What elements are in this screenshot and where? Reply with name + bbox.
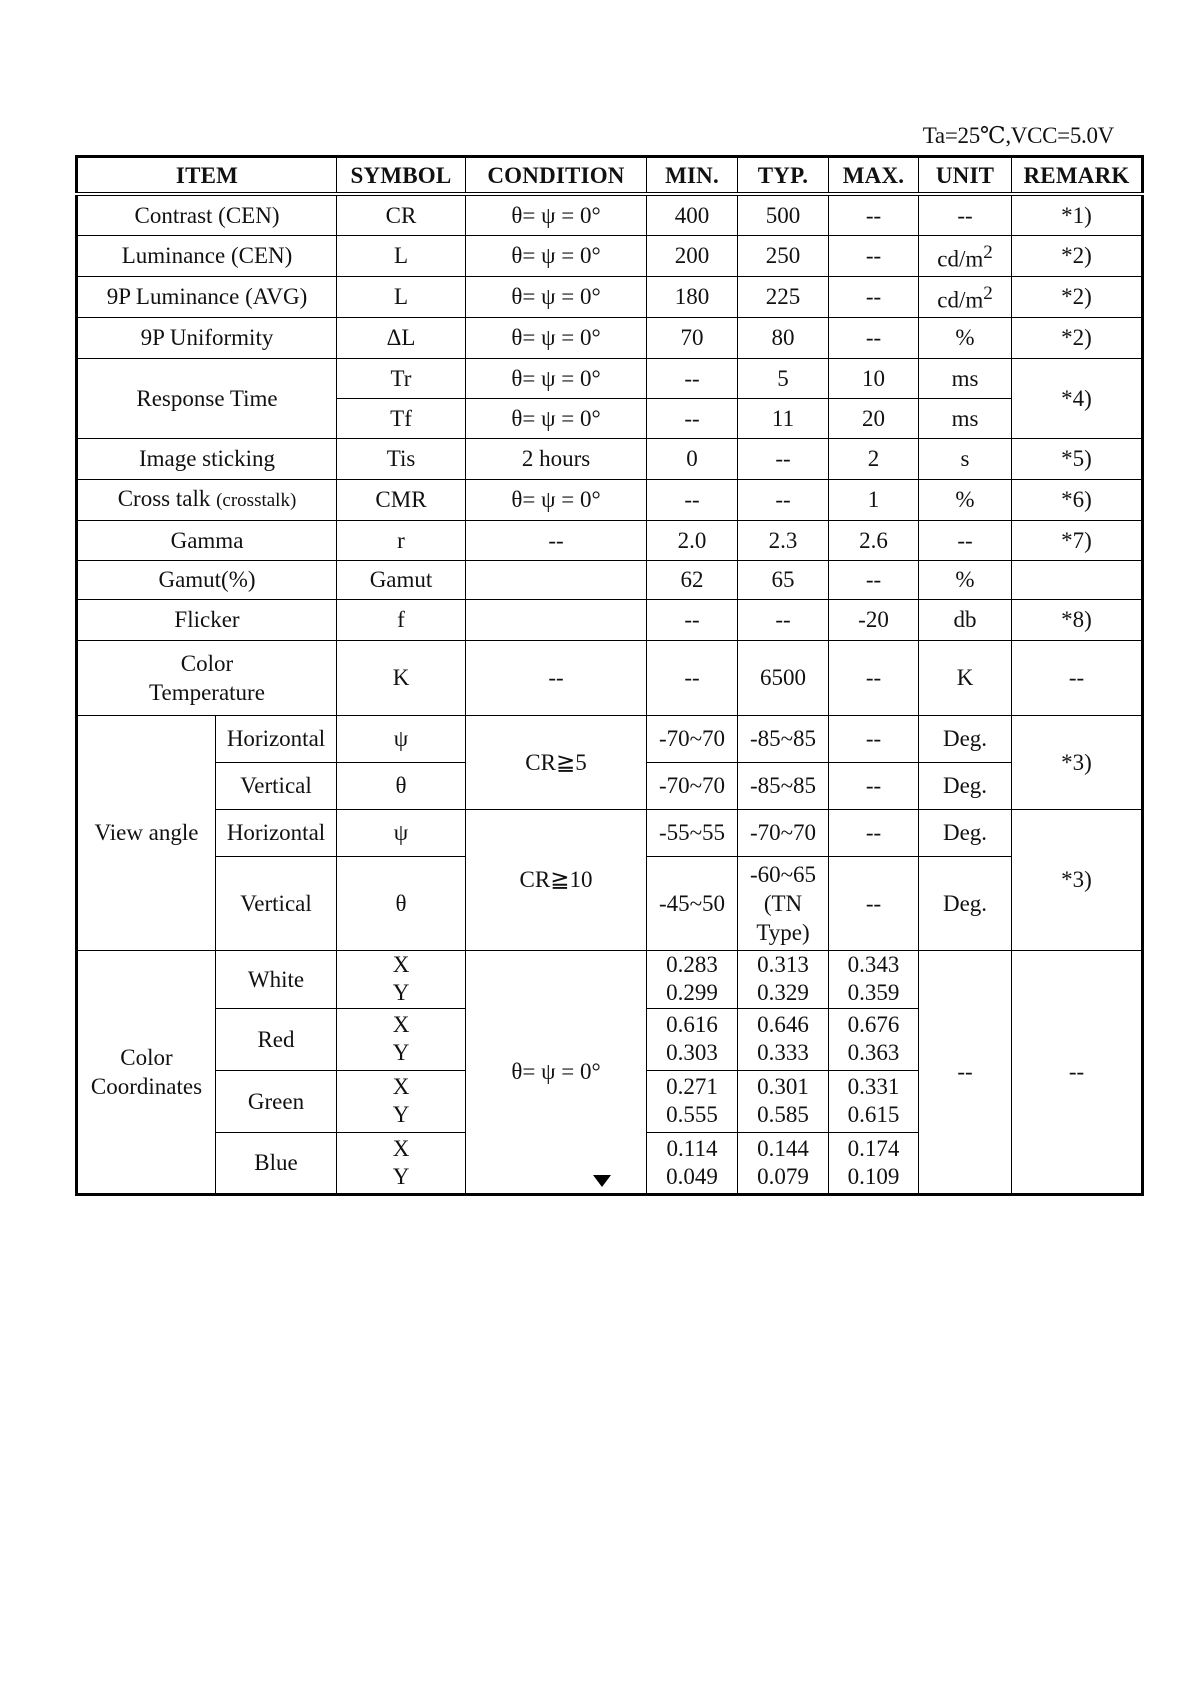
down-arrow-icon (593, 1175, 611, 1187)
remark-cell (1012, 560, 1143, 599)
table-row (77, 358, 1143, 398)
unit-cell: $cd/m^2$ (919, 276, 1012, 317)
max-x: 0.331 (847, 1074, 900, 1099)
typ-cell: 6500 (738, 640, 829, 715)
max-cell: 10 (829, 358, 919, 398)
condition-cell: 2 hours (466, 438, 647, 479)
min-cell (647, 1008, 738, 1070)
item-cell: Response Time (77, 358, 337, 438)
max-x: 0.343 (847, 952, 900, 977)
remark-cell: *7) (1012, 520, 1143, 560)
min-cell: -- (647, 599, 738, 640)
table-row (77, 950, 1143, 1008)
max-x: 0.174 (847, 1135, 900, 1161)
min-cell: -45~50 (647, 856, 738, 950)
min-cell: 200 (647, 235, 738, 276)
min-cell: 400 (647, 194, 738, 235)
condition-cell: θ= ψ = 0° (466, 194, 647, 235)
symbol-cell (337, 1132, 466, 1194)
symbol-cell: ψ (337, 809, 466, 856)
symbol-cell (337, 1008, 466, 1070)
max-cell: -20 (829, 599, 919, 640)
min-cell: 2.0 (647, 520, 738, 560)
min-x: 0.114 (666, 1135, 718, 1161)
item-cell: 9P Uniformity (77, 317, 337, 358)
table-row (77, 235, 1143, 276)
typ-cell: 11 (738, 398, 829, 438)
max-y: 0.109 (847, 1163, 900, 1189)
item-cell: Image sticking (77, 438, 337, 479)
symbol-cell: L (337, 276, 466, 317)
unit-cell: Deg. (919, 762, 1012, 809)
min-cell: -- (647, 358, 738, 398)
header-max: MAX. (829, 157, 919, 195)
table-row (77, 809, 1143, 856)
subitem-cell: Blue (216, 1132, 337, 1194)
remark-cell: *8) (1012, 599, 1143, 640)
max-cell (829, 1008, 919, 1070)
max-cell: -- (829, 809, 919, 856)
typ-y: 0.585 (757, 1102, 809, 1127)
min-cell (647, 1132, 738, 1194)
typ-x: 0.301 (757, 1074, 809, 1099)
unit-cell: $cd/m^2$ (919, 235, 1012, 276)
unit-text: cd/m (937, 246, 984, 272)
condition-cell: θ= ψ = 0° (466, 317, 647, 358)
typ-x: 0.144 (757, 1135, 809, 1161)
typ-cell: 5 (738, 358, 829, 398)
header-item: ITEM (77, 157, 337, 195)
condition-cell: CR≧10 (466, 809, 647, 950)
typ-cell (738, 1070, 829, 1132)
unit-cell: % (919, 479, 1012, 520)
typ-line2: (TN (763, 890, 803, 916)
test-condition-note: Ta=25℃,VCC=5.0V (922, 123, 1114, 148)
unit-cell: db (919, 599, 1012, 640)
item-text-line1: Color (180, 650, 234, 676)
min-x: 0.271 (666, 1074, 718, 1099)
remark-cell: *4) (1012, 358, 1143, 438)
unit-text: cd/m (937, 287, 984, 313)
typ-line3: Type) (756, 919, 810, 945)
min-y: 0.299 (666, 980, 718, 1005)
subitem-cell: Green (216, 1070, 337, 1132)
symbol-cell: r (337, 520, 466, 560)
condition-cell: θ= ψ = 0° (466, 358, 647, 398)
symbol-cell: Tis (337, 438, 466, 479)
item-text-line1: Color (120, 1044, 173, 1070)
symbol-x: X (392, 1074, 410, 1099)
max-cell: -- (829, 560, 919, 599)
header-unit: UNIT (919, 157, 1012, 195)
table-row (77, 560, 1143, 599)
max-cell: 1 (829, 479, 919, 520)
header-symbol: SYMBOL (337, 157, 466, 195)
symbol-y: Y (392, 1163, 410, 1189)
symbol-cell: Gamut (337, 560, 466, 599)
remark-cell: *2) (1012, 235, 1143, 276)
item-note: (crosstalk) (216, 490, 297, 511)
max-cell: -- (829, 317, 919, 358)
unit-cell: Deg. (919, 809, 1012, 856)
symbol-cell: θ (337, 762, 466, 809)
max-cell: -- (829, 762, 919, 809)
header-remark: REMARK (1012, 157, 1143, 195)
symbol-cell: K (337, 640, 466, 715)
unit-cell: -- (919, 950, 1012, 1194)
item-cell: 9P Luminance (AVG) (77, 276, 337, 317)
unit-cell: -- (919, 520, 1012, 560)
max-cell: -- (829, 856, 919, 950)
typ-y: 0.333 (757, 1040, 809, 1065)
remark-cell: -- (1012, 640, 1143, 715)
remark-cell: *5) (1012, 438, 1143, 479)
symbol-x: X (392, 1012, 410, 1037)
symbol-cell: Tf (337, 398, 466, 438)
max-y: 0.359 (847, 980, 900, 1005)
header-condition: CONDITION (466, 157, 647, 195)
min-y: 0.555 (666, 1102, 718, 1127)
typ-cell: 225 (738, 276, 829, 317)
min-x: 0.616 (666, 1012, 718, 1037)
min-x: 0.283 (666, 952, 718, 977)
max-cell: 2 (829, 438, 919, 479)
remark-cell: *2) (1012, 317, 1143, 358)
max-x: 0.676 (847, 1012, 900, 1037)
condition-cell: -- (466, 640, 647, 715)
item-cell (77, 479, 337, 520)
unit-cell: ms (919, 358, 1012, 398)
condition-cell: θ= ψ = 0° (466, 398, 647, 438)
unit-cell: Deg. (919, 856, 1012, 950)
symbol-x: X (392, 1135, 410, 1161)
remark-cell: *3) (1012, 809, 1143, 950)
table-row (77, 640, 1143, 715)
symbol-cell: ψ (337, 715, 466, 762)
item-cell (77, 640, 337, 715)
unit-cell: % (919, 317, 1012, 358)
typ-cell: -70~70 (738, 809, 829, 856)
table-row (77, 520, 1143, 560)
min-y: 0.049 (666, 1163, 718, 1189)
max-cell (829, 950, 919, 1008)
unit-cell: Deg. (919, 715, 1012, 762)
remark-cell: *2) (1012, 276, 1143, 317)
min-cell: 62 (647, 560, 738, 599)
symbol-y: Y (392, 1102, 410, 1127)
table-row (77, 599, 1143, 640)
subitem-cell: Vertical (216, 762, 337, 809)
typ-cell: 80 (738, 317, 829, 358)
max-cell (829, 1070, 919, 1132)
max-cell: 2.6 (829, 520, 919, 560)
symbol-cell (337, 1070, 466, 1132)
item-cell: View angle (77, 715, 216, 950)
symbol-cell: ΔL (337, 317, 466, 358)
item-cell (77, 950, 216, 1194)
typ-cell: 500 (738, 194, 829, 235)
remark-cell: *1) (1012, 194, 1143, 235)
condition-cell (466, 560, 647, 599)
item-cell: Gamut(%) (77, 560, 337, 599)
subitem-cell: Horizontal (216, 715, 337, 762)
typ-cell (738, 856, 829, 950)
item-cell: Luminance (CEN) (77, 235, 337, 276)
symbol-cell: Tr (337, 358, 466, 398)
condition-cell: θ= ψ = 0° (466, 950, 647, 1194)
max-cell: 20 (829, 398, 919, 438)
table-row (77, 479, 1143, 520)
symbol-cell: θ (337, 856, 466, 950)
typ-cell: -85~85 (738, 715, 829, 762)
min-cell: 0 (647, 438, 738, 479)
header-min: MIN. (647, 157, 738, 195)
max-y: 0.615 (847, 1102, 900, 1127)
min-cell: 70 (647, 317, 738, 358)
min-cell: -55~55 (647, 809, 738, 856)
item-text: Cross talk (117, 486, 211, 511)
max-cell (829, 1132, 919, 1194)
condition-cell: θ= ψ = 0° (466, 235, 647, 276)
symbol-cell: CR (337, 194, 466, 235)
subitem-cell: Red (216, 1008, 337, 1070)
min-cell: -- (647, 479, 738, 520)
unit-cell: -- (919, 194, 1012, 235)
typ-cell: -- (738, 438, 829, 479)
min-cell: -70~70 (647, 762, 738, 809)
max-cell: -- (829, 235, 919, 276)
item-text-line2: Coordinates (90, 1073, 203, 1099)
max-cell: -- (829, 194, 919, 235)
item-cell: Flicker (77, 599, 337, 640)
unit-cell: s (919, 438, 1012, 479)
typ-cell: -- (738, 479, 829, 520)
item-text-line2: Temperature (149, 679, 265, 705)
unit-cell: ms (919, 398, 1012, 438)
condition-cell (466, 599, 647, 640)
max-y: 0.363 (847, 1040, 900, 1065)
table-row (77, 438, 1143, 479)
symbol-cell (337, 950, 466, 1008)
symbol-y: Y (392, 980, 410, 1005)
max-cell: -- (829, 276, 919, 317)
symbol-y: Y (392, 1040, 410, 1065)
symbol-x: X (392, 952, 410, 977)
min-cell: 180 (647, 276, 738, 317)
table-row (77, 317, 1143, 358)
table-row (77, 276, 1143, 317)
remark-cell: *3) (1012, 715, 1143, 809)
min-y: 0.303 (666, 1040, 718, 1065)
typ-x: 0.313 (757, 952, 809, 977)
min-cell (647, 1070, 738, 1132)
max-cell: -- (829, 640, 919, 715)
unit-cell: K (919, 640, 1012, 715)
symbol-cell: CMR (337, 479, 466, 520)
typ-x: 0.646 (757, 1012, 809, 1037)
item-cell: Gamma (77, 520, 337, 560)
subitem-cell: Vertical (216, 856, 337, 950)
typ-y: 0.329 (757, 980, 809, 1005)
min-cell: -70~70 (647, 715, 738, 762)
typ-cell: -- (738, 599, 829, 640)
remark-cell: *6) (1012, 479, 1143, 520)
optical-spec-table (75, 155, 1144, 1196)
typ-cell (738, 1132, 829, 1194)
typ-y: 0.079 (757, 1163, 809, 1189)
typ-cell: -85~85 (738, 762, 829, 809)
min-cell (647, 950, 738, 1008)
min-cell: -- (647, 640, 738, 715)
subitem-cell: Horizontal (216, 809, 337, 856)
table-row (77, 194, 1143, 235)
min-cell: -- (647, 398, 738, 438)
item-cell: Contrast (CEN) (77, 194, 337, 235)
max-cell: -- (829, 715, 919, 762)
remark-cell: -- (1012, 950, 1143, 1194)
typ-cell: 2.3 (738, 520, 829, 560)
unit-cell: % (919, 560, 1012, 599)
subitem-cell: White (216, 950, 337, 1008)
header-row (77, 157, 1143, 195)
condition-cell: CR≧5 (466, 715, 647, 809)
symbol-cell: L (337, 235, 466, 276)
typ-cell: 250 (738, 235, 829, 276)
typ-cell (738, 950, 829, 1008)
typ-line1: -60~65 (749, 861, 817, 887)
header-typ: TYP. (738, 157, 829, 195)
condition-cell: -- (466, 520, 647, 560)
condition-cell: θ= ψ = 0° (466, 479, 647, 520)
typ-cell (738, 1008, 829, 1070)
condition-cell: θ= ψ = 0° (466, 276, 647, 317)
table-row (77, 715, 1143, 762)
symbol-cell: f (337, 599, 466, 640)
typ-cell: 65 (738, 560, 829, 599)
